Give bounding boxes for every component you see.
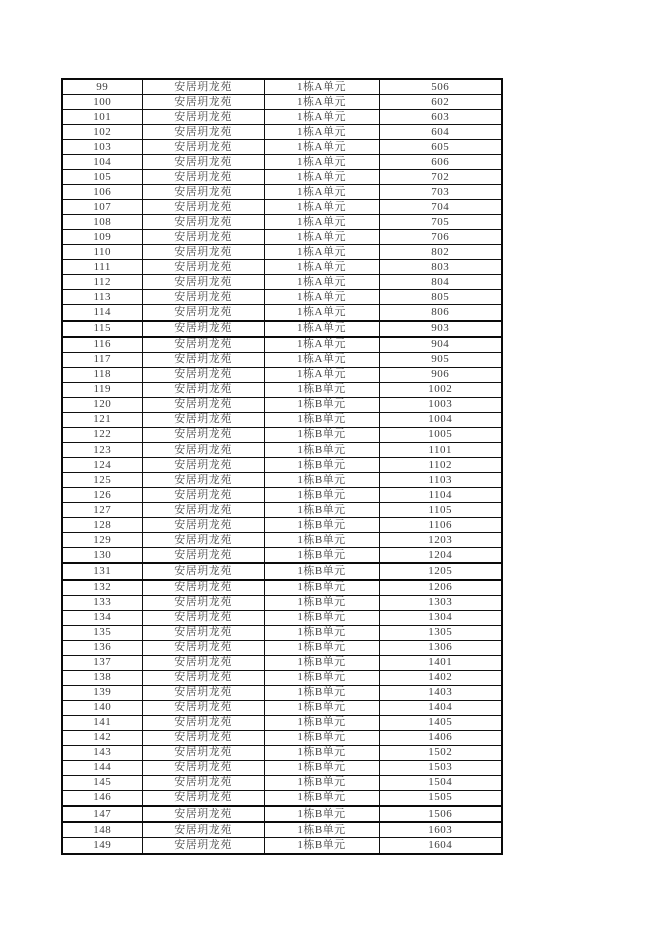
cell-room-number: 704	[379, 200, 502, 215]
cell-room-number: 706	[379, 230, 502, 245]
cell-room-number: 1206	[379, 580, 502, 596]
table-body	[62, 79, 502, 854]
table-row	[62, 337, 502, 353]
cell-row-number: 128	[62, 518, 142, 533]
cell-community-name: 安居玥龙苑	[142, 412, 264, 427]
table-row	[62, 580, 502, 596]
table-row	[62, 155, 502, 170]
cell-row-number: 119	[62, 382, 142, 397]
cell-community-name: 安居玥龙苑	[142, 215, 264, 230]
cell-row-number: 120	[62, 397, 142, 412]
table-row	[62, 185, 502, 200]
cell-building-unit: 1栋A单元	[264, 200, 379, 215]
cell-row-number: 106	[62, 185, 142, 200]
cell-room-number: 605	[379, 140, 502, 155]
cell-community-name: 安居玥龙苑	[142, 185, 264, 200]
cell-community-name: 安居玥龙苑	[142, 518, 264, 533]
cell-community-name: 安居玥龙苑	[142, 443, 264, 458]
table-row	[62, 533, 502, 548]
cell-community-name: 安居玥龙苑	[142, 321, 264, 337]
cell-building-unit: 1栋B单元	[264, 685, 379, 700]
cell-row-number: 115	[62, 321, 142, 337]
cell-row-number: 139	[62, 685, 142, 700]
table-row	[62, 230, 502, 245]
table-row	[62, 458, 502, 473]
cell-room-number: 1401	[379, 655, 502, 670]
cell-community-name: 安居玥龙苑	[142, 822, 264, 838]
cell-building-unit: 1栋B单元	[264, 473, 379, 488]
cell-room-number: 802	[379, 245, 502, 260]
cell-community-name: 安居玥龙苑	[142, 397, 264, 412]
cell-row-number: 100	[62, 95, 142, 110]
cell-row-number: 114	[62, 305, 142, 321]
cell-community-name: 安居玥龙苑	[142, 230, 264, 245]
table-row	[62, 275, 502, 290]
cell-building-unit: 1栋B单元	[264, 443, 379, 458]
cell-community-name: 安居玥龙苑	[142, 488, 264, 503]
cell-room-number: 1603	[379, 822, 502, 838]
cell-community-name: 安居玥龙苑	[142, 625, 264, 640]
cell-community-name: 安居玥龙苑	[142, 655, 264, 670]
table-row	[62, 200, 502, 215]
table-row	[62, 427, 502, 442]
cell-community-name: 安居玥龙苑	[142, 533, 264, 548]
cell-community-name: 安居玥龙苑	[142, 125, 264, 140]
cell-row-number: 132	[62, 580, 142, 596]
cell-building-unit: 1栋B单元	[264, 610, 379, 625]
table-row	[62, 548, 502, 564]
cell-building-unit: 1栋B单元	[264, 715, 379, 730]
cell-building-unit: 1栋B单元	[264, 488, 379, 503]
cell-building-unit: 1栋A单元	[264, 185, 379, 200]
cell-community-name: 安居玥龙苑	[142, 337, 264, 353]
cell-room-number: 603	[379, 110, 502, 125]
table-row	[62, 260, 502, 275]
table-row	[62, 305, 502, 321]
table-row	[62, 488, 502, 503]
cell-row-number: 101	[62, 110, 142, 125]
cell-row-number: 136	[62, 640, 142, 655]
cell-room-number: 904	[379, 337, 502, 353]
cell-community-name: 安居玥龙苑	[142, 367, 264, 382]
table-row	[62, 352, 502, 367]
cell-building-unit: 1栋B单元	[264, 838, 379, 854]
table-row	[62, 700, 502, 715]
cell-community-name: 安居玥龙苑	[142, 610, 264, 625]
cell-room-number: 1204	[379, 548, 502, 564]
cell-room-number: 1101	[379, 443, 502, 458]
cell-row-number: 99	[62, 79, 142, 95]
table-row	[62, 79, 502, 95]
table-row	[62, 655, 502, 670]
cell-building-unit: 1栋A单元	[264, 352, 379, 367]
cell-community-name: 安居玥龙苑	[142, 790, 264, 806]
table-row	[62, 806, 502, 822]
cell-room-number: 705	[379, 215, 502, 230]
cell-row-number: 122	[62, 427, 142, 442]
cell-community-name: 安居玥龙苑	[142, 700, 264, 715]
cell-building-unit: 1栋A单元	[264, 321, 379, 337]
cell-community-name: 安居玥龙苑	[142, 95, 264, 110]
cell-room-number: 1405	[379, 715, 502, 730]
cell-community-name: 安居玥龙苑	[142, 685, 264, 700]
cell-row-number: 143	[62, 745, 142, 760]
cell-row-number: 116	[62, 337, 142, 353]
cell-room-number: 703	[379, 185, 502, 200]
table-row	[62, 595, 502, 610]
cell-room-number: 804	[379, 275, 502, 290]
cell-row-number: 103	[62, 140, 142, 155]
table-row	[62, 760, 502, 775]
cell-building-unit: 1栋B单元	[264, 503, 379, 518]
cell-row-number: 111	[62, 260, 142, 275]
cell-row-number: 109	[62, 230, 142, 245]
table-row	[62, 397, 502, 412]
cell-row-number: 131	[62, 563, 142, 579]
cell-room-number: 1102	[379, 458, 502, 473]
cell-building-unit: 1栋B单元	[264, 518, 379, 533]
table-row	[62, 290, 502, 305]
cell-community-name: 安居玥龙苑	[142, 640, 264, 655]
table-row	[62, 503, 502, 518]
cell-building-unit: 1栋A单元	[264, 170, 379, 185]
table-row	[62, 745, 502, 760]
cell-room-number: 702	[379, 170, 502, 185]
cell-row-number: 144	[62, 760, 142, 775]
cell-room-number: 1002	[379, 382, 502, 397]
table-row	[62, 367, 502, 382]
cell-building-unit: 1栋B单元	[264, 775, 379, 790]
cell-building-unit: 1栋A单元	[264, 140, 379, 155]
cell-community-name: 安居玥龙苑	[142, 745, 264, 760]
cell-row-number: 127	[62, 503, 142, 518]
cell-building-unit: 1栋B单元	[264, 730, 379, 745]
cell-row-number: 124	[62, 458, 142, 473]
cell-community-name: 安居玥龙苑	[142, 760, 264, 775]
cell-room-number: 1406	[379, 730, 502, 745]
cell-building-unit: 1栋B单元	[264, 760, 379, 775]
cell-community-name: 安居玥龙苑	[142, 580, 264, 596]
cell-community-name: 安居玥龙苑	[142, 775, 264, 790]
table-row	[62, 170, 502, 185]
cell-building-unit: 1栋A单元	[264, 79, 379, 95]
cell-community-name: 安居玥龙苑	[142, 290, 264, 305]
cell-row-number: 146	[62, 790, 142, 806]
cell-building-unit: 1栋A单元	[264, 367, 379, 382]
cell-room-number: 1104	[379, 488, 502, 503]
table-row	[62, 838, 502, 854]
cell-community-name: 安居玥龙苑	[142, 170, 264, 185]
cell-row-number: 108	[62, 215, 142, 230]
table-row	[62, 670, 502, 685]
cell-room-number: 1604	[379, 838, 502, 854]
table-row	[62, 685, 502, 700]
cell-row-number: 121	[62, 412, 142, 427]
cell-row-number: 138	[62, 670, 142, 685]
cell-row-number: 118	[62, 367, 142, 382]
cell-building-unit: 1栋B单元	[264, 580, 379, 596]
cell-row-number: 130	[62, 548, 142, 564]
cell-community-name: 安居玥龙苑	[142, 245, 264, 260]
cell-row-number: 126	[62, 488, 142, 503]
cell-row-number: 140	[62, 700, 142, 715]
cell-community-name: 安居玥龙苑	[142, 260, 264, 275]
cell-row-number: 145	[62, 775, 142, 790]
cell-room-number: 1305	[379, 625, 502, 640]
cell-row-number: 113	[62, 290, 142, 305]
cell-room-number: 1005	[379, 427, 502, 442]
cell-building-unit: 1栋B单元	[264, 382, 379, 397]
cell-room-number: 602	[379, 95, 502, 110]
table-row	[62, 473, 502, 488]
cell-row-number: 133	[62, 595, 142, 610]
table-row	[62, 125, 502, 140]
cell-room-number: 1106	[379, 518, 502, 533]
cell-community-name: 安居玥龙苑	[142, 79, 264, 95]
cell-room-number: 606	[379, 155, 502, 170]
cell-room-number: 604	[379, 125, 502, 140]
table-row	[62, 610, 502, 625]
cell-row-number: 110	[62, 245, 142, 260]
cell-row-number: 137	[62, 655, 142, 670]
cell-building-unit: 1栋B单元	[264, 806, 379, 822]
cell-room-number: 1103	[379, 473, 502, 488]
cell-building-unit: 1栋A单元	[264, 155, 379, 170]
cell-room-number: 1003	[379, 397, 502, 412]
table-row	[62, 625, 502, 640]
table-row	[62, 730, 502, 745]
table-row	[62, 822, 502, 838]
cell-community-name: 安居玥龙苑	[142, 563, 264, 579]
cell-room-number: 1004	[379, 412, 502, 427]
housing-list-table	[61, 78, 503, 855]
cell-community-name: 安居玥龙苑	[142, 670, 264, 685]
cell-room-number: 1404	[379, 700, 502, 715]
cell-building-unit: 1栋A单元	[264, 230, 379, 245]
cell-room-number: 1402	[379, 670, 502, 685]
cell-building-unit: 1栋B单元	[264, 563, 379, 579]
cell-building-unit: 1栋B单元	[264, 790, 379, 806]
cell-room-number: 1505	[379, 790, 502, 806]
cell-building-unit: 1栋B单元	[264, 458, 379, 473]
cell-room-number: 1504	[379, 775, 502, 790]
cell-row-number: 142	[62, 730, 142, 745]
cell-room-number: 1105	[379, 503, 502, 518]
cell-building-unit: 1栋A单元	[264, 245, 379, 260]
cell-row-number: 104	[62, 155, 142, 170]
cell-community-name: 安居玥龙苑	[142, 275, 264, 290]
cell-room-number: 803	[379, 260, 502, 275]
cell-room-number: 1403	[379, 685, 502, 700]
cell-building-unit: 1栋A单元	[264, 275, 379, 290]
cell-community-name: 安居玥龙苑	[142, 503, 264, 518]
table-row	[62, 443, 502, 458]
cell-room-number: 1203	[379, 533, 502, 548]
table-row	[62, 640, 502, 655]
cell-room-number: 806	[379, 305, 502, 321]
cell-community-name: 安居玥龙苑	[142, 427, 264, 442]
cell-building-unit: 1栋B单元	[264, 640, 379, 655]
table-row	[62, 140, 502, 155]
cell-room-number: 805	[379, 290, 502, 305]
cell-community-name: 安居玥龙苑	[142, 382, 264, 397]
cell-building-unit: 1栋A单元	[264, 125, 379, 140]
cell-room-number: 906	[379, 367, 502, 382]
cell-room-number: 1205	[379, 563, 502, 579]
cell-row-number: 141	[62, 715, 142, 730]
cell-community-name: 安居玥龙苑	[142, 305, 264, 321]
cell-row-number: 123	[62, 443, 142, 458]
cell-community-name: 安居玥龙苑	[142, 595, 264, 610]
cell-row-number: 129	[62, 533, 142, 548]
cell-building-unit: 1栋B单元	[264, 745, 379, 760]
cell-building-unit: 1栋B单元	[264, 655, 379, 670]
cell-building-unit: 1栋A单元	[264, 95, 379, 110]
cell-row-number: 107	[62, 200, 142, 215]
cell-row-number: 117	[62, 352, 142, 367]
table-row	[62, 95, 502, 110]
cell-building-unit: 1栋A单元	[264, 337, 379, 353]
cell-row-number: 105	[62, 170, 142, 185]
cell-building-unit: 1栋B单元	[264, 700, 379, 715]
cell-community-name: 安居玥龙苑	[142, 730, 264, 745]
cell-room-number: 1503	[379, 760, 502, 775]
cell-building-unit: 1栋A单元	[264, 215, 379, 230]
cell-community-name: 安居玥龙苑	[142, 110, 264, 125]
cell-row-number: 149	[62, 838, 142, 854]
cell-community-name: 安居玥龙苑	[142, 838, 264, 854]
cell-row-number: 135	[62, 625, 142, 640]
cell-building-unit: 1栋A单元	[264, 260, 379, 275]
table-row	[62, 775, 502, 790]
table-row	[62, 715, 502, 730]
cell-room-number: 1304	[379, 610, 502, 625]
cell-room-number: 905	[379, 352, 502, 367]
cell-community-name: 安居玥龙苑	[142, 458, 264, 473]
cell-room-number: 1502	[379, 745, 502, 760]
cell-row-number: 134	[62, 610, 142, 625]
cell-building-unit: 1栋B单元	[264, 548, 379, 564]
table-row	[62, 790, 502, 806]
cell-row-number: 102	[62, 125, 142, 140]
cell-building-unit: 1栋A单元	[264, 110, 379, 125]
cell-row-number: 112	[62, 275, 142, 290]
table-row	[62, 215, 502, 230]
table-row	[62, 518, 502, 533]
cell-room-number: 1306	[379, 640, 502, 655]
cell-community-name: 安居玥龙苑	[142, 352, 264, 367]
table-row	[62, 110, 502, 125]
cell-room-number: 1506	[379, 806, 502, 822]
cell-building-unit: 1栋A单元	[264, 305, 379, 321]
cell-building-unit: 1栋B单元	[264, 595, 379, 610]
cell-building-unit: 1栋B单元	[264, 822, 379, 838]
cell-community-name: 安居玥龙苑	[142, 806, 264, 822]
table-row	[62, 382, 502, 397]
table-row	[62, 321, 502, 337]
cell-community-name: 安居玥龙苑	[142, 548, 264, 564]
cell-community-name: 安居玥龙苑	[142, 715, 264, 730]
cell-building-unit: 1栋B单元	[264, 670, 379, 685]
cell-community-name: 安居玥龙苑	[142, 200, 264, 215]
cell-building-unit: 1栋B单元	[264, 625, 379, 640]
cell-community-name: 安居玥龙苑	[142, 473, 264, 488]
cell-building-unit: 1栋B单元	[264, 427, 379, 442]
table-row	[62, 563, 502, 579]
table-row	[62, 245, 502, 260]
cell-community-name: 安居玥龙苑	[142, 155, 264, 170]
cell-building-unit: 1栋B单元	[264, 533, 379, 548]
cell-row-number: 148	[62, 822, 142, 838]
cell-room-number: 903	[379, 321, 502, 337]
cell-building-unit: 1栋B单元	[264, 397, 379, 412]
cell-building-unit: 1栋A单元	[264, 290, 379, 305]
cell-community-name: 安居玥龙苑	[142, 140, 264, 155]
table-row	[62, 412, 502, 427]
cell-row-number: 147	[62, 806, 142, 822]
cell-building-unit: 1栋B单元	[264, 412, 379, 427]
cell-room-number: 1303	[379, 595, 502, 610]
cell-room-number: 506	[379, 79, 502, 95]
cell-row-number: 125	[62, 473, 142, 488]
